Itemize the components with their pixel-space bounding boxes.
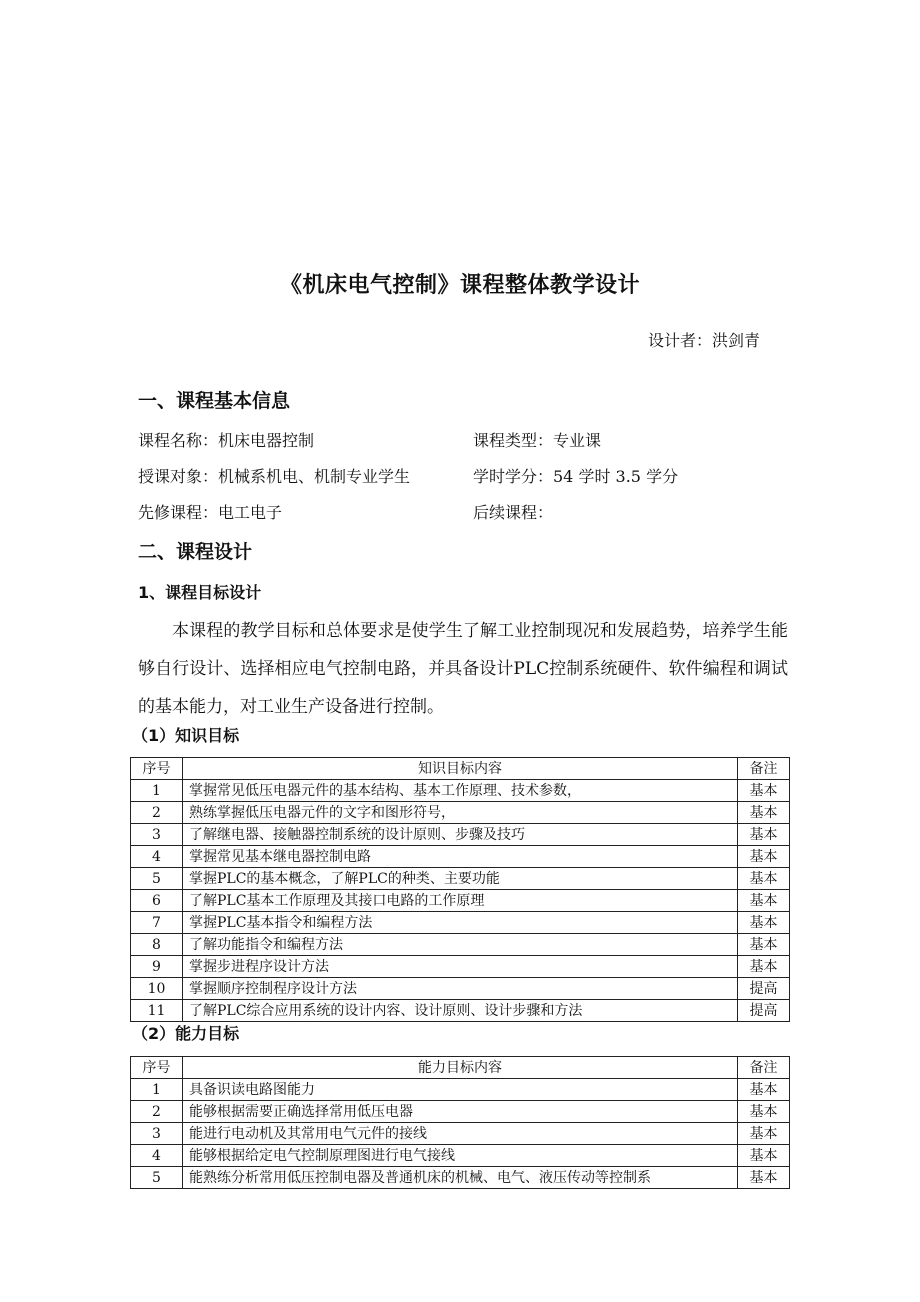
table-row xyxy=(131,1145,790,1167)
followup-course: 后续课程： xyxy=(473,503,554,522)
table-row xyxy=(131,890,790,912)
header-no: 序号 xyxy=(131,758,183,780)
table-row xyxy=(131,846,790,868)
table-row xyxy=(131,1000,790,1022)
row-note: 基本 xyxy=(738,868,790,890)
row-no: 5 xyxy=(131,1167,183,1189)
row-content: 了解PLC综合应用系统的设计内容、设计原则、设计步骤和方法 xyxy=(183,1000,738,1022)
row-no: 2 xyxy=(131,802,183,824)
table-row xyxy=(131,1167,790,1189)
row-content: 能够根据给定电气控制原理图进行电气接线 xyxy=(183,1145,738,1167)
row-content: 了解PLC基本工作原理及其接口电路的工作原理 xyxy=(183,890,738,912)
document-title: 《机床电气控制》课程整体教学设计 xyxy=(279,273,640,298)
designer-label: 设计者：洪剑青 xyxy=(647,331,760,350)
row-no: 1 xyxy=(131,780,183,802)
row-note: 基本 xyxy=(738,802,790,824)
row-note: 基本 xyxy=(738,890,790,912)
ability-goals-table xyxy=(130,1056,790,1189)
row-note: 提高 xyxy=(738,978,790,1000)
header-note: 备注 xyxy=(738,1057,790,1079)
table-row xyxy=(131,802,790,824)
row-content: 能够根据需要正确选择常用低压电器 xyxy=(183,1101,738,1123)
row-content: 掌握常见低压电器元件的基本结构、基本工作原理、技术参数， xyxy=(183,780,738,802)
knowledge-goals-table xyxy=(130,757,790,1022)
row-content: 了解功能指令和编程方法 xyxy=(183,934,738,956)
row-note: 基本 xyxy=(738,1079,790,1101)
row-no: 10 xyxy=(131,978,183,1000)
table-header-row xyxy=(131,758,790,780)
row-no: 11 xyxy=(131,1000,183,1022)
row-note: 基本 xyxy=(738,1145,790,1167)
row-note: 基本 xyxy=(738,824,790,846)
course-name: 课程名称：机床电器控制 xyxy=(138,431,315,450)
table-row xyxy=(131,1079,790,1101)
table-row xyxy=(131,1123,790,1145)
row-note: 提高 xyxy=(738,1000,790,1022)
row-content: 具备识读电路图能力 xyxy=(183,1079,738,1101)
row-no: 6 xyxy=(131,890,183,912)
row-no: 4 xyxy=(131,846,183,868)
row-content: 能熟练分析常用低压控制电器及普通机床的机械、电气、液压传动等控制系 xyxy=(183,1167,738,1189)
subheading-knowledge-goals: （1）知识目标 xyxy=(132,726,240,745)
row-note: 基本 xyxy=(738,1101,790,1123)
table-row xyxy=(131,868,790,890)
table-row xyxy=(131,912,790,934)
row-content: 掌握PLC基本指令和编程方法 xyxy=(183,912,738,934)
row-note: 基本 xyxy=(738,1167,790,1189)
section-heading-basic-info: 一、课程基本信息 xyxy=(138,390,291,412)
row-content: 掌握顺序控制程序设计方法 xyxy=(183,978,738,1000)
row-content: 了解继电器、接触器控制系统的设计原则、步骤及技巧 xyxy=(183,824,738,846)
goal-paragraph: 本课程的教学目标和总体要求是使学生了解工业控制现况和发展趋势，培养学生能够自行设计、选择相应电气控制电路，并具备设计PLC控制系统硬件、软件编程和调试的基本能力，对工业生产设备进行控制。 xyxy=(138,621,788,717)
header-note: 备注 xyxy=(738,758,790,780)
row-no: 1 xyxy=(131,1079,183,1101)
prerequisite-course: 先修课程：电工电子 xyxy=(138,503,283,522)
table-row xyxy=(131,1101,790,1123)
header-content: 知识目标内容 xyxy=(183,758,738,780)
subheading-goal-design: 1、课程目标设计 xyxy=(138,583,262,602)
row-no: 9 xyxy=(131,956,183,978)
row-no: 4 xyxy=(131,1145,183,1167)
row-note: 基本 xyxy=(738,780,790,802)
row-note: 基本 xyxy=(738,956,790,978)
row-no: 8 xyxy=(131,934,183,956)
section-heading-course-design: 二、课程设计 xyxy=(138,541,253,563)
row-note: 基本 xyxy=(738,846,790,868)
row-note: 基本 xyxy=(738,1123,790,1145)
header-content: 能力目标内容 xyxy=(183,1057,738,1079)
row-content: 掌握常见基本继电器控制电路 xyxy=(183,846,738,868)
course-audience: 授课对象：机械系机电、机制专业学生 xyxy=(138,467,411,486)
table-row xyxy=(131,934,790,956)
header-no: 序号 xyxy=(131,1057,183,1079)
row-no: 2 xyxy=(131,1101,183,1123)
table-row xyxy=(131,824,790,846)
table-row xyxy=(131,780,790,802)
course-type: 课程类型：专业课 xyxy=(473,431,602,450)
table-row xyxy=(131,956,790,978)
table-row xyxy=(131,978,790,1000)
row-content: 掌握步进程序设计方法 xyxy=(183,956,738,978)
row-content: 掌握PLC的基本概念，了解PLC的种类、主要功能 xyxy=(183,868,738,890)
row-content: 能进行电动机及其常用电气元件的接线 xyxy=(183,1123,738,1145)
row-note: 基本 xyxy=(738,934,790,956)
row-no: 3 xyxy=(131,824,183,846)
row-no: 5 xyxy=(131,868,183,890)
table-header-row xyxy=(131,1057,790,1079)
row-note: 基本 xyxy=(738,912,790,934)
row-content: 熟练掌握低压电器元件的文字和图形符号， xyxy=(183,802,738,824)
subheading-ability-goals: （2）能力目标 xyxy=(132,1024,240,1043)
course-hours: 学时学分：54 学时 3.5 学分 xyxy=(473,467,679,486)
row-no: 3 xyxy=(131,1123,183,1145)
row-no: 7 xyxy=(131,912,183,934)
